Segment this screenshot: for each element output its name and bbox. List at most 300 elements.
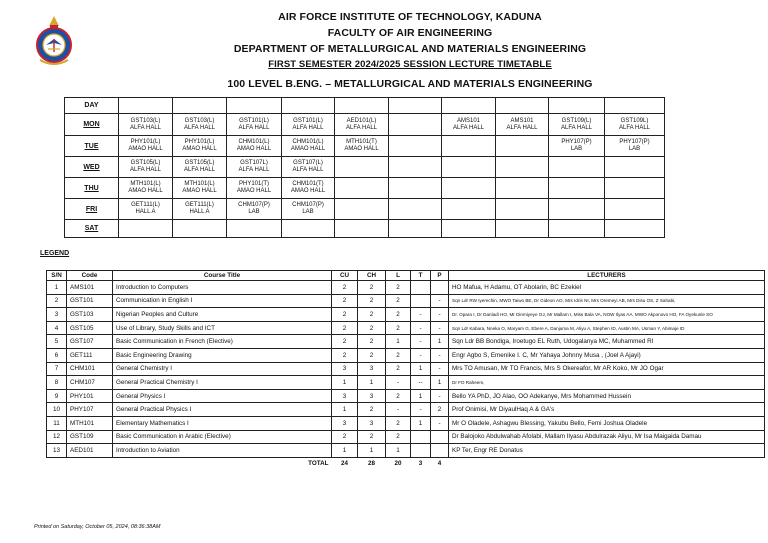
lecture-timetable [64,97,665,238]
course-l: 2 [386,321,411,335]
course-title: General Physics I [113,389,332,403]
course-code: GST103(L) [130,117,161,124]
total-ch: 28 [367,460,375,468]
period-header-cell [549,98,605,114]
venue: ALFA HALL [183,124,216,131]
course-t: - [411,348,431,362]
course-code: GST109 [67,430,113,444]
course-p: - [431,362,449,376]
course-ch: 3 [358,362,386,376]
timetable-cell [282,136,335,157]
timetable-cell [119,220,173,238]
timetable-cell [119,114,173,136]
course-l: 1 [386,335,411,349]
period-header-cell [442,98,496,114]
venue: LAB [248,209,260,215]
venue: ALFA HALL [345,124,378,131]
course-title: Basic Communication in Arabic (Elective) [113,430,332,444]
course-lecturers: HO Mafua, H Adamu, OT Abolarin, BC Ezekiel [449,281,765,295]
venue: AMAO HALL [128,188,163,194]
timetable-cell [282,199,335,220]
course-row [47,403,765,417]
totals-spacer [449,457,765,470]
day-label: MON [65,114,119,136]
total-t: 3 [418,460,423,468]
course-l: 1 [386,444,411,458]
timetable-cell [549,157,605,178]
session-title: FIRST SEMESTER 2024/2025 SESSION LECTURE TIMETABLE [268,59,552,70]
course-sn: 6 [47,348,67,362]
course-cu: 2 [332,294,358,308]
course-cu: 2 [332,308,358,322]
timetable-cell [282,178,335,199]
course-code: GST103 [67,308,113,322]
timetable-cell [119,199,173,220]
course-row [47,348,765,362]
course-sn: 10 [47,403,67,417]
course-row [47,321,765,335]
venue: ALFA HALL [238,167,270,173]
course-row [47,416,765,430]
course-code: PHY101 [67,389,113,403]
course-code: PHY101(T) [238,181,269,187]
course-cu: 2 [332,348,358,362]
timetable-cell [335,157,389,178]
timetable-cell [605,114,665,136]
course-lecturers: Sqn Ldr RW Iyerechin, MWO Taiwo BE, Dr Gideon AO, Mrs Idris NI, Mrs Oremeyi AB, Mrs Disu OS, Z Sahabi, [449,294,765,308]
course-ch: 1 [358,376,386,390]
institute-name: AIR FORCE INSTITUTE OF TECHNOLOGY, KADUNA [278,11,542,23]
header-t: T [411,271,431,281]
timetable-cell [227,157,282,178]
timetable-cell [227,178,282,199]
course-sn: 4 [47,321,67,335]
course-row [47,376,765,390]
timetable-cell [389,157,442,178]
course-title: Communication in English I [113,294,332,308]
period-header-cell [227,98,282,114]
course-cu: 1 [332,403,358,417]
timetable-cell [173,136,227,157]
timetable-row-mon [65,114,665,136]
venue: AMAO HALL [236,146,272,152]
course-code: CHM107 [67,376,113,390]
venue: AMAO HALL [290,146,326,152]
course-code: AMS101 [456,117,480,124]
course-ch: 3 [358,416,386,430]
venue: ALFA HALL [618,124,651,131]
timetable-cell [335,220,389,238]
timetable-cell [605,136,665,157]
timetable-cell [227,199,282,220]
course-sn: 12 [47,430,67,444]
timetable-cell [282,220,335,238]
course-title: Elementary Mathematics I [113,416,332,430]
course-lecturers: Dr. Opara I, Dr Danladi HO, Mr Dinmiyeye OJ, Mr Mallam I, Miss Bala VA, NOW Ilyas AA, MWO Akponovo HO, FA Oyekunle SO [449,308,765,322]
course-ch: 2 [358,403,386,417]
course-code: GST105(L) [184,160,215,166]
department-name: DEPARTMENT OF METALLURGICAL AND MATERIALS ENGINEERING [233,43,587,55]
course-title: Nigerian Peoples and Culture [113,308,332,322]
header-ch: CH [358,271,386,281]
course-title: Basic Communication in French (Elective) [113,335,332,349]
course-p [431,281,449,295]
course-p: - [431,308,449,322]
course-ch: 2 [358,335,386,349]
course-row [47,294,765,308]
course-lecturers: Sqn Ldr Kabara, Nneka O, Maryam G, Ebere A, Danjuma M, Aliyu A, Stephen ID, Austin MA, Usman Y, Abimaje ID [449,321,765,335]
totals-spacer [47,457,67,470]
venue: ALFA HALL [129,124,162,131]
course-p: - [431,294,449,308]
course-cu: 3 [332,389,358,403]
course-code: GST103(L) [184,117,215,124]
course-t [411,444,431,458]
timetable-row-thu [65,178,665,199]
header-lecturers: LECTURERS [449,271,765,281]
course-code: CHM101(L) [292,139,324,145]
venue: LAB [628,146,641,152]
venue: AMAO HALL [182,146,217,152]
course-cu: 2 [332,430,358,444]
course-ch: 3 [358,389,386,403]
course-t: 1 [411,389,431,403]
timetable-cell [227,136,282,157]
course-code: GST101(L) [293,117,323,124]
venue: AMAO HALL [128,146,163,152]
venue: ALFA HALL [238,124,270,131]
timetable-cell [119,136,173,157]
course-sn: 13 [47,444,67,458]
timetable-cell [389,136,442,157]
course-title: General Chemistry I [113,362,332,376]
course-code: GST101(L) [239,117,269,124]
course-code: PHY101(L) [130,139,161,145]
course-t: 1 [411,362,431,376]
course-table-header [47,271,765,281]
course-row [47,389,765,403]
timetable-row-wed [65,157,665,178]
timetable-cell [442,157,496,178]
day-label: FRI [65,199,119,220]
timetable-cell [389,178,442,199]
course-legend-table [46,270,765,470]
course-p: - [431,321,449,335]
venue: AMAO HALL [290,188,326,194]
course-code: GST109(L) [561,117,592,124]
venue: LAB [302,209,314,215]
course-t: -- [411,376,431,390]
totals-row [47,457,765,470]
timetable-cell [605,199,665,220]
venue: HALL A [189,209,210,215]
course-code: AED101 [67,444,113,458]
course-code: CHM107(P) [292,202,324,208]
total-l: 20 [394,460,402,468]
course-l: 2 [386,281,411,295]
course-code: GST101 [67,294,113,308]
period-header-cell [119,98,173,114]
course-code: GST107L) [240,160,268,166]
course-t: 1 [411,416,431,430]
course-code: PHY107(P) [619,139,650,145]
venue: ALFA HALL [506,124,538,131]
course-code: PHY107(P) [561,139,592,145]
header-sn: S/N [47,271,67,281]
course-l: 2 [386,389,411,403]
course-row [47,308,765,322]
course-cu: 3 [332,362,358,376]
course-title: Use of Library, Study Skills and ICT [113,321,332,335]
period-header-cell [173,98,227,114]
course-l: - [386,403,411,417]
timetable-cell [227,220,282,238]
timetable-cell [119,178,173,199]
timetable-cell [227,114,282,136]
timetable-cell [549,199,605,220]
timetable-cell [605,178,665,199]
course-lecturers: KP Ter, Engr RE Donatus [449,444,765,458]
header-p: P [431,271,449,281]
period-header-cell [335,98,389,114]
timetable-cell [496,178,549,199]
course-code: GST105 [67,321,113,335]
course-row [47,430,765,444]
venue: ALFA HALL [129,167,162,173]
timetable-cell [496,157,549,178]
course-p [431,444,449,458]
course-p: 1 [431,376,449,390]
totals-label: TOTAL [308,460,329,468]
printed-timestamp: Printed on Saturday, October 05, 2024, 08:36:38AM [34,524,161,530]
course-sn: 2 [47,294,67,308]
course-title: Introduction to Aviation [113,444,332,458]
timetable-cell [496,220,549,238]
period-header-cell [496,98,549,114]
timetable-cell [173,220,227,238]
course-sn: 8 [47,376,67,390]
course-title: General Practical Physics I [113,403,332,417]
course-title: Introduction to Computers [113,281,332,295]
course-p [431,430,449,444]
course-cu: 2 [332,321,358,335]
course-ch: 2 [358,348,386,362]
timetable-cell [389,199,442,220]
venue: HALL A [135,209,156,215]
course-code: MTH101(T) [346,139,377,145]
timetable-cell [442,178,496,199]
timetable-cell [389,114,442,136]
timetable-cell [442,199,496,220]
venue: AMAO HALL [344,146,379,152]
course-title: Basic Engineering Drawing [113,348,332,362]
course-l: 2 [386,294,411,308]
period-header-cell [605,98,665,114]
timetable-cell [549,178,605,199]
course-cu: 2 [332,335,358,349]
course-t: - [411,403,431,417]
timetable-cell [442,220,496,238]
course-code: AMS101 [510,117,534,124]
course-sn: 9 [47,389,67,403]
course-lecturers: Mr O Oladele, Ashagwu Blessing, Yakubu Bello, Femi Joshua Oladele [449,416,765,430]
totals-spacer [67,457,113,470]
course-cu: 3 [332,416,358,430]
course-sn: 3 [47,308,67,322]
course-t: - [411,321,431,335]
course-row [47,281,765,295]
venue: AMAO HALL [236,188,272,194]
timetable-header-row [65,98,665,114]
total-p: 4 [437,460,442,468]
course-t [411,294,431,308]
timetable-cell [496,199,549,220]
venue: AMAO HALL [182,188,217,194]
timetable-cell [173,114,227,136]
course-p: 2 [431,403,449,417]
timetable-cell [605,157,665,178]
course-cu: 1 [332,444,358,458]
timetable-cell [496,136,549,157]
course-t: - [411,308,431,322]
timetable-cell [173,157,227,178]
timetable-row-sat [65,220,665,238]
course-code: MTH101(L) [184,181,215,187]
header-cu: CU [332,271,358,281]
course-code: GST109L) [620,117,649,124]
venue: ALFA HALL [183,167,216,173]
course-ch: 2 [358,281,386,295]
course-code: AMS101 [67,281,113,295]
course-lecturers: Bello YA PhD, JO Alao, OO Adekanye, Mrs Mohammed Hussein [449,389,765,403]
timetable-cell [496,114,549,136]
course-p: 1 [431,335,449,349]
course-code: CHM101 [67,362,113,376]
day-column-header: DAY [65,98,119,114]
period-header-cell [282,98,335,114]
course-sn: 11 [47,416,67,430]
course-p: - [431,348,449,362]
timetable-cell [282,114,335,136]
day-label: THU [65,178,119,199]
timetable-row-fri [65,199,665,220]
course-row [47,362,765,376]
course-code: GET111(L) [185,202,214,208]
header-code: Code [67,271,113,281]
course-code: GST107(L) [293,160,323,166]
course-ch: 2 [358,321,386,335]
course-code: AED101(L) [346,117,377,124]
timetable-cell [549,220,605,238]
course-code: CHM101(T) [292,181,324,187]
course-ch: 2 [358,430,386,444]
document-header [150,9,670,92]
course-cu: 1 [332,376,358,390]
timetable-cell [605,220,665,238]
course-lecturers: Engr Agbo S, Emenike I. C, Mr Yahaya Johnny Musa , (Joel A Ajayi) [449,348,765,362]
venue: ALFA HALL [292,167,324,173]
course-sn: 1 [47,281,67,295]
course-code: CHM101(L) [238,139,270,145]
course-lecturers: Prof Onimisi, Mr DiyaulHaq A & GA's [449,403,765,417]
timetable-cell [173,199,227,220]
course-l: 2 [386,430,411,444]
period-header-cell [389,98,442,114]
timetable-cell [119,157,173,178]
timetable-cell [173,178,227,199]
course-l: 2 [386,416,411,430]
legend-label: LEGEND [40,250,70,257]
course-sn: 5 [47,335,67,349]
venue: ALFA HALL [292,124,324,131]
course-t [411,281,431,295]
timetable-cell [335,114,389,136]
course-code: MTH101 [67,416,113,430]
timetable-cell [282,157,335,178]
timetable-cell [549,114,605,136]
day-label: WED [65,157,119,178]
course-code: PHY107 [67,403,113,417]
course-lecturers: Sqn Ldr BB Bondiga, Iroetugo EL Ruth, Udogalanya MC, Muhammed RI [449,335,765,349]
course-ch: 1 [358,444,386,458]
day-label: SAT [65,220,119,238]
course-p: - [431,389,449,403]
course-ch: 2 [358,294,386,308]
course-sn: 7 [47,362,67,376]
faculty-name: FACULTY OF AIR ENGINEERING [327,27,493,39]
course-lecturers: Dr FO Raheem, [449,376,765,390]
course-title: General Practical Chemistry I [113,376,332,390]
course-code: GET111(L) [131,202,160,208]
timetable-cell [442,114,496,136]
course-p: - [431,416,449,430]
course-code: CHM107(P) [238,202,270,208]
course-row [47,444,765,458]
total-cu: 24 [340,460,348,468]
timetable-row-tue [65,136,665,157]
course-code: GST107 [67,335,113,349]
timetable-cell [335,178,389,199]
day-label: TUE [65,136,119,157]
course-lecturers: Mrs TO Amusan, Mr TO Francis, Mrs S Okereafor, Mr AR Koko, Mr JO Ogar [449,362,765,376]
institute-crest-icon [34,12,74,66]
course-ch: 2 [358,308,386,322]
course-code: PHY101(L) [184,139,215,145]
course-t: - [411,335,431,349]
timetable-cell [335,136,389,157]
course-cu: 2 [332,281,358,295]
course-l: - [386,376,411,390]
venue: ALFA HALL [452,124,485,131]
course-t [411,430,431,444]
course-lecturers: Dr Balojoko Abdulwahab Afolabi, Mallam Ilyasu Abdulrazak Aliyu, Mr Isa Maigaida Damau [449,430,765,444]
venue: LAB [570,146,583,152]
header-l: L [386,271,411,281]
course-l: 2 [386,362,411,376]
level-title: 100 LEVEL B.ENG. – METALLURGICAL AND MATERIALS ENGINEERING [227,78,593,90]
timetable-cell [549,136,605,157]
course-row [47,335,765,349]
course-code: GST105(L) [130,160,161,166]
course-l: 2 [386,308,411,322]
header-title: Course Title [113,271,332,281]
venue: ALFA HALL [560,124,593,131]
timetable-cell [389,220,442,238]
timetable-cell [442,136,496,157]
course-l: 2 [386,348,411,362]
timetable-cell [335,199,389,220]
course-code: MTH101(L) [130,181,161,187]
